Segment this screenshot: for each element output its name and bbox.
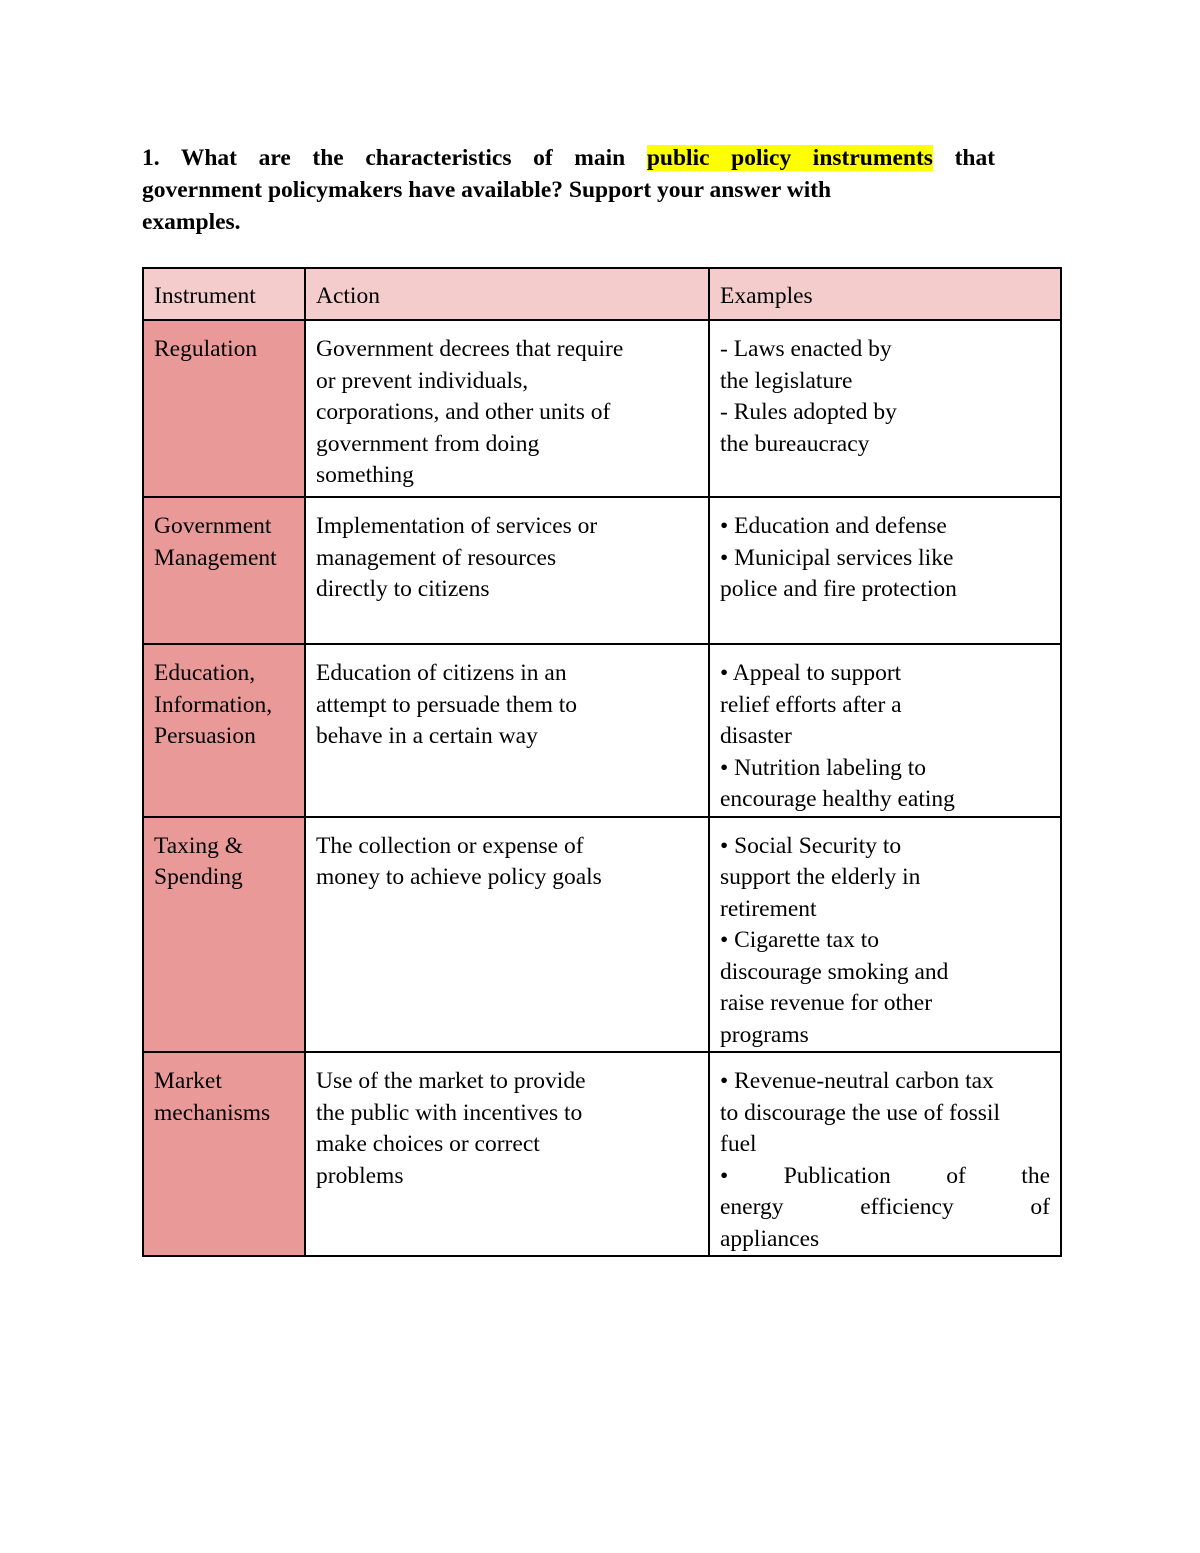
- examples-cell: [709, 497, 1061, 644]
- table-row: [143, 1052, 1061, 1256]
- example-line: police and fire protection: [720, 576, 957, 602]
- action-line: Use of the market to provide: [316, 1068, 586, 1094]
- instrument-cell: [143, 817, 305, 1053]
- example-line: • Municipal services like: [720, 544, 954, 571]
- example-line: programs: [720, 1021, 809, 1048]
- instrument-line: Persuasion: [154, 723, 256, 749]
- instrument-line: Spending: [154, 864, 243, 890]
- header-action: Action: [305, 268, 709, 320]
- instrument-line: Regulation: [154, 336, 258, 362]
- table-row: [143, 497, 1061, 644]
- instrument-cell: [143, 1052, 305, 1256]
- example-line: the legislature: [720, 367, 853, 394]
- question-number: 1.: [142, 145, 160, 171]
- example-line: energy efficiency of: [720, 1194, 1050, 1220]
- example-line: to discourage the use of fossil: [720, 1099, 1000, 1126]
- action-line: problems: [316, 1162, 404, 1189]
- examples-cell: [709, 817, 1061, 1053]
- example-line: relief efforts after a: [720, 691, 902, 718]
- action-line: Education of citizens in an: [316, 660, 567, 686]
- instrument-line: Management: [154, 544, 277, 571]
- instruments-table: [142, 267, 1062, 1257]
- action-line: make choices or correct: [316, 1131, 540, 1157]
- examples-cell: [709, 1052, 1061, 1256]
- example-line: • Cigarette tax to: [720, 927, 879, 953]
- example-line: fuel: [720, 1131, 757, 1157]
- action-line: behave in a certain way: [316, 723, 538, 749]
- instrument-line: Taxing &: [154, 832, 244, 859]
- action-cell: [305, 497, 709, 644]
- example-line: encourage healthy eating: [720, 786, 955, 812]
- header-examples: Examples: [709, 268, 1061, 320]
- question-line-2: government policymakers have available? Support your answer with: [142, 177, 832, 203]
- table-header-row: [143, 268, 1061, 320]
- question-part-1: What are the characteristics of main: [180, 145, 626, 171]
- example-line: • Publication of the: [720, 1162, 1050, 1189]
- header-instrument: Instrument: [143, 268, 305, 320]
- action-line: attempt to persuade them to: [316, 691, 578, 718]
- instrument-line: Education,: [154, 660, 256, 686]
- example-line: - Rules adopted by: [720, 399, 897, 425]
- action-line: or prevent individuals,: [316, 367, 529, 394]
- instrument-line: mechanisms: [154, 1099, 271, 1126]
- example-line: raise revenue for other: [720, 990, 933, 1016]
- action-cell: [305, 817, 709, 1053]
- instrument-line: Government: [154, 513, 272, 539]
- table-row: [143, 817, 1061, 1053]
- instrument-cell: [143, 644, 305, 817]
- examples-cell: [709, 320, 1061, 497]
- action-line: The collection or expense of: [316, 832, 584, 859]
- action-line: directly to citizens: [316, 576, 490, 602]
- example-line: support the elderly in: [720, 864, 921, 890]
- highlighted-phrase: public policy instruments: [646, 145, 933, 171]
- example-line: the bureaucracy: [720, 430, 870, 457]
- example-line: retirement: [720, 895, 817, 922]
- action-line: money to achieve policy goals: [316, 864, 602, 890]
- action-line: management of resources: [316, 544, 557, 571]
- instrument-line: Information,: [154, 691, 273, 718]
- action-cell: [305, 320, 709, 497]
- action-line: something: [316, 462, 414, 488]
- action-line: Implementation of services or: [316, 513, 598, 539]
- example-line: • Appeal to support: [720, 660, 902, 686]
- example-line: • Social Security to: [720, 832, 902, 859]
- example-line: appliances: [720, 1225, 820, 1252]
- question-line-1: [142, 142, 995, 174]
- table-row: [143, 644, 1061, 817]
- table-row: [143, 320, 1061, 497]
- instrument-line: Market: [154, 1068, 222, 1094]
- action-line: government from doing: [316, 430, 540, 457]
- example-line: discourage smoking and: [720, 958, 949, 985]
- action-cell: [305, 644, 709, 817]
- example-line: • Education and defense: [720, 513, 947, 539]
- example-line: • Revenue-neutral carbon tax: [720, 1068, 994, 1094]
- action-line: corporations, and other units of: [316, 399, 611, 425]
- examples-cell: [709, 644, 1061, 817]
- example-line: - Laws enacted by: [720, 336, 892, 362]
- example-line: • Nutrition labeling to: [720, 754, 926, 781]
- example-line: disaster: [720, 723, 792, 749]
- question-part-2: that: [954, 145, 996, 171]
- action-line: the public with incentives to: [316, 1099, 583, 1126]
- action-cell: [305, 1052, 709, 1256]
- instrument-cell: [143, 497, 305, 644]
- question-line-3: examples.: [142, 209, 241, 235]
- action-line: Government decrees that require: [316, 336, 624, 362]
- instrument-cell: [143, 320, 305, 497]
- question-text: [142, 142, 995, 238]
